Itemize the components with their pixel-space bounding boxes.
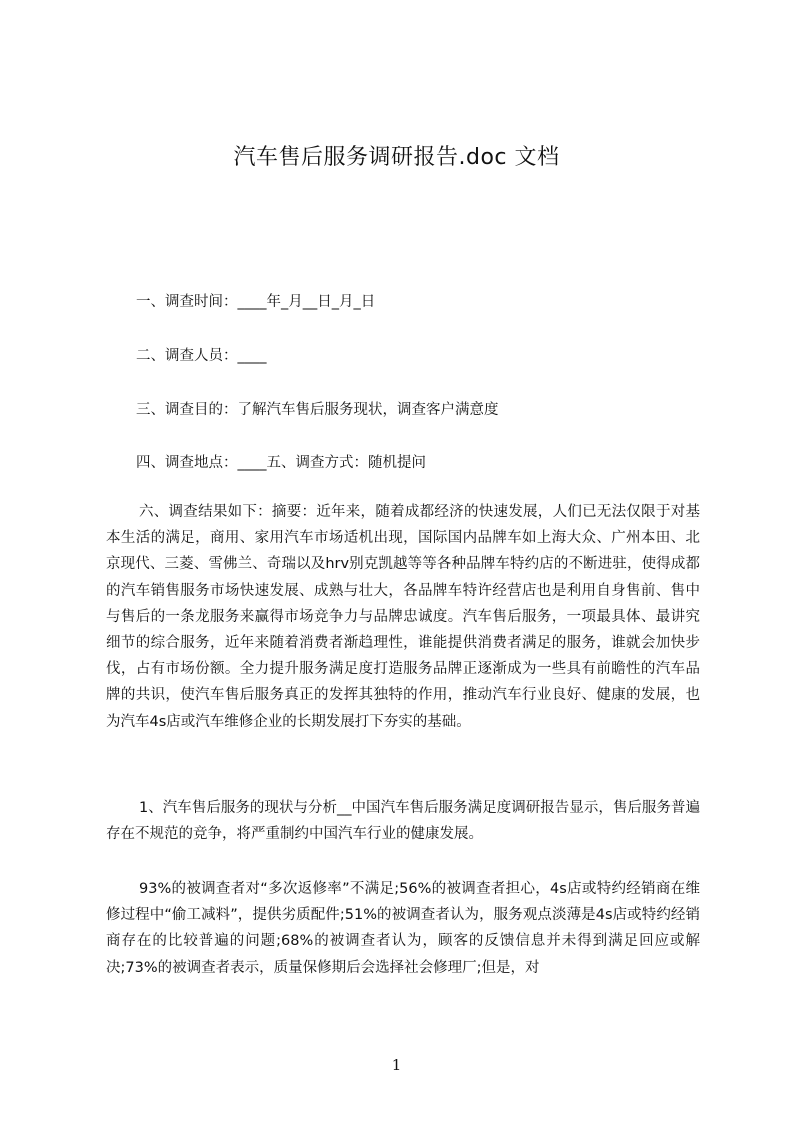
results-paragraph: 六、调查结果如下：摘要：近年来，随着成都经济的快速发展，人们已无法仅限于对基本生活的满足，商用、家用汽车市场适机出现，国际国内品牌车如上海大众、广州本田、北京现代、三菱、雪佛兰、奇瑞以及hrv别克凯越等等各种品牌车特约店的不断进驻，使得成都的汽车销售服务市场快速发展、成熟与壮大，各品牌车特许经营店也是利用自身售前、售中与售后的一条龙服务来赢得市场竞争力与品牌忠诚度。汽车售后服务，一项最具体、最讲究细节的综合服务，近年来随着消费者渐趋理性，谁能提供消费者满足的服务，谁就会加快步伐，占有市场份额。全力提升服务满足度打造服务品牌正逐渐成为一些具有前瞻性的汽车品牌的共识，使汽车售后服务真正的发挥其独特的作用，推动汽车行业良好、健康的发展，也为汽车4s店或汽车维修企业的长期发展打下夯实的基础。 [106, 504, 700, 730]
survey-time-line: 一、调查时间：____年_月__日_月_日 [136, 294, 376, 310]
page-number: 1 [391, 1056, 402, 1074]
statistics-paragraph: 93%的被调查者对“多次返修率”不满足;56%的被调查者担心，4s店或特约经销商在维修过程中“偷工减料”，提供劣质配件;51%的被调查者认为，服务观点淡薄是4s店或特约经销商存在的比较普遍的问题;68%的被调查者认为，顾客的反馈信息并未得到满足回应或解决;73%的被调查者表示，质量保修期后会选择社会修理厂;但是，对 [106, 881, 700, 976]
survey-purpose-line: 三、调查目的：了解汽车售后服务现状，调查客户满意度 [136, 402, 499, 418]
survey-staff-line: 二、调查人员：____ [136, 348, 267, 364]
survey-place-method-line: 四、调查地点：____五、调查方式：随机提问 [136, 455, 426, 471]
document-title: 汽车售后服务调研报告.doc 文档 [233, 145, 560, 170]
analysis-paragraph: 1、汽车售后服务的现状与分析__中国汽车售后服务满足度调研报告显示，售后服务普遍存在不规范的竞争，将严重制约中国汽车行业的健康发展。 [106, 800, 700, 843]
